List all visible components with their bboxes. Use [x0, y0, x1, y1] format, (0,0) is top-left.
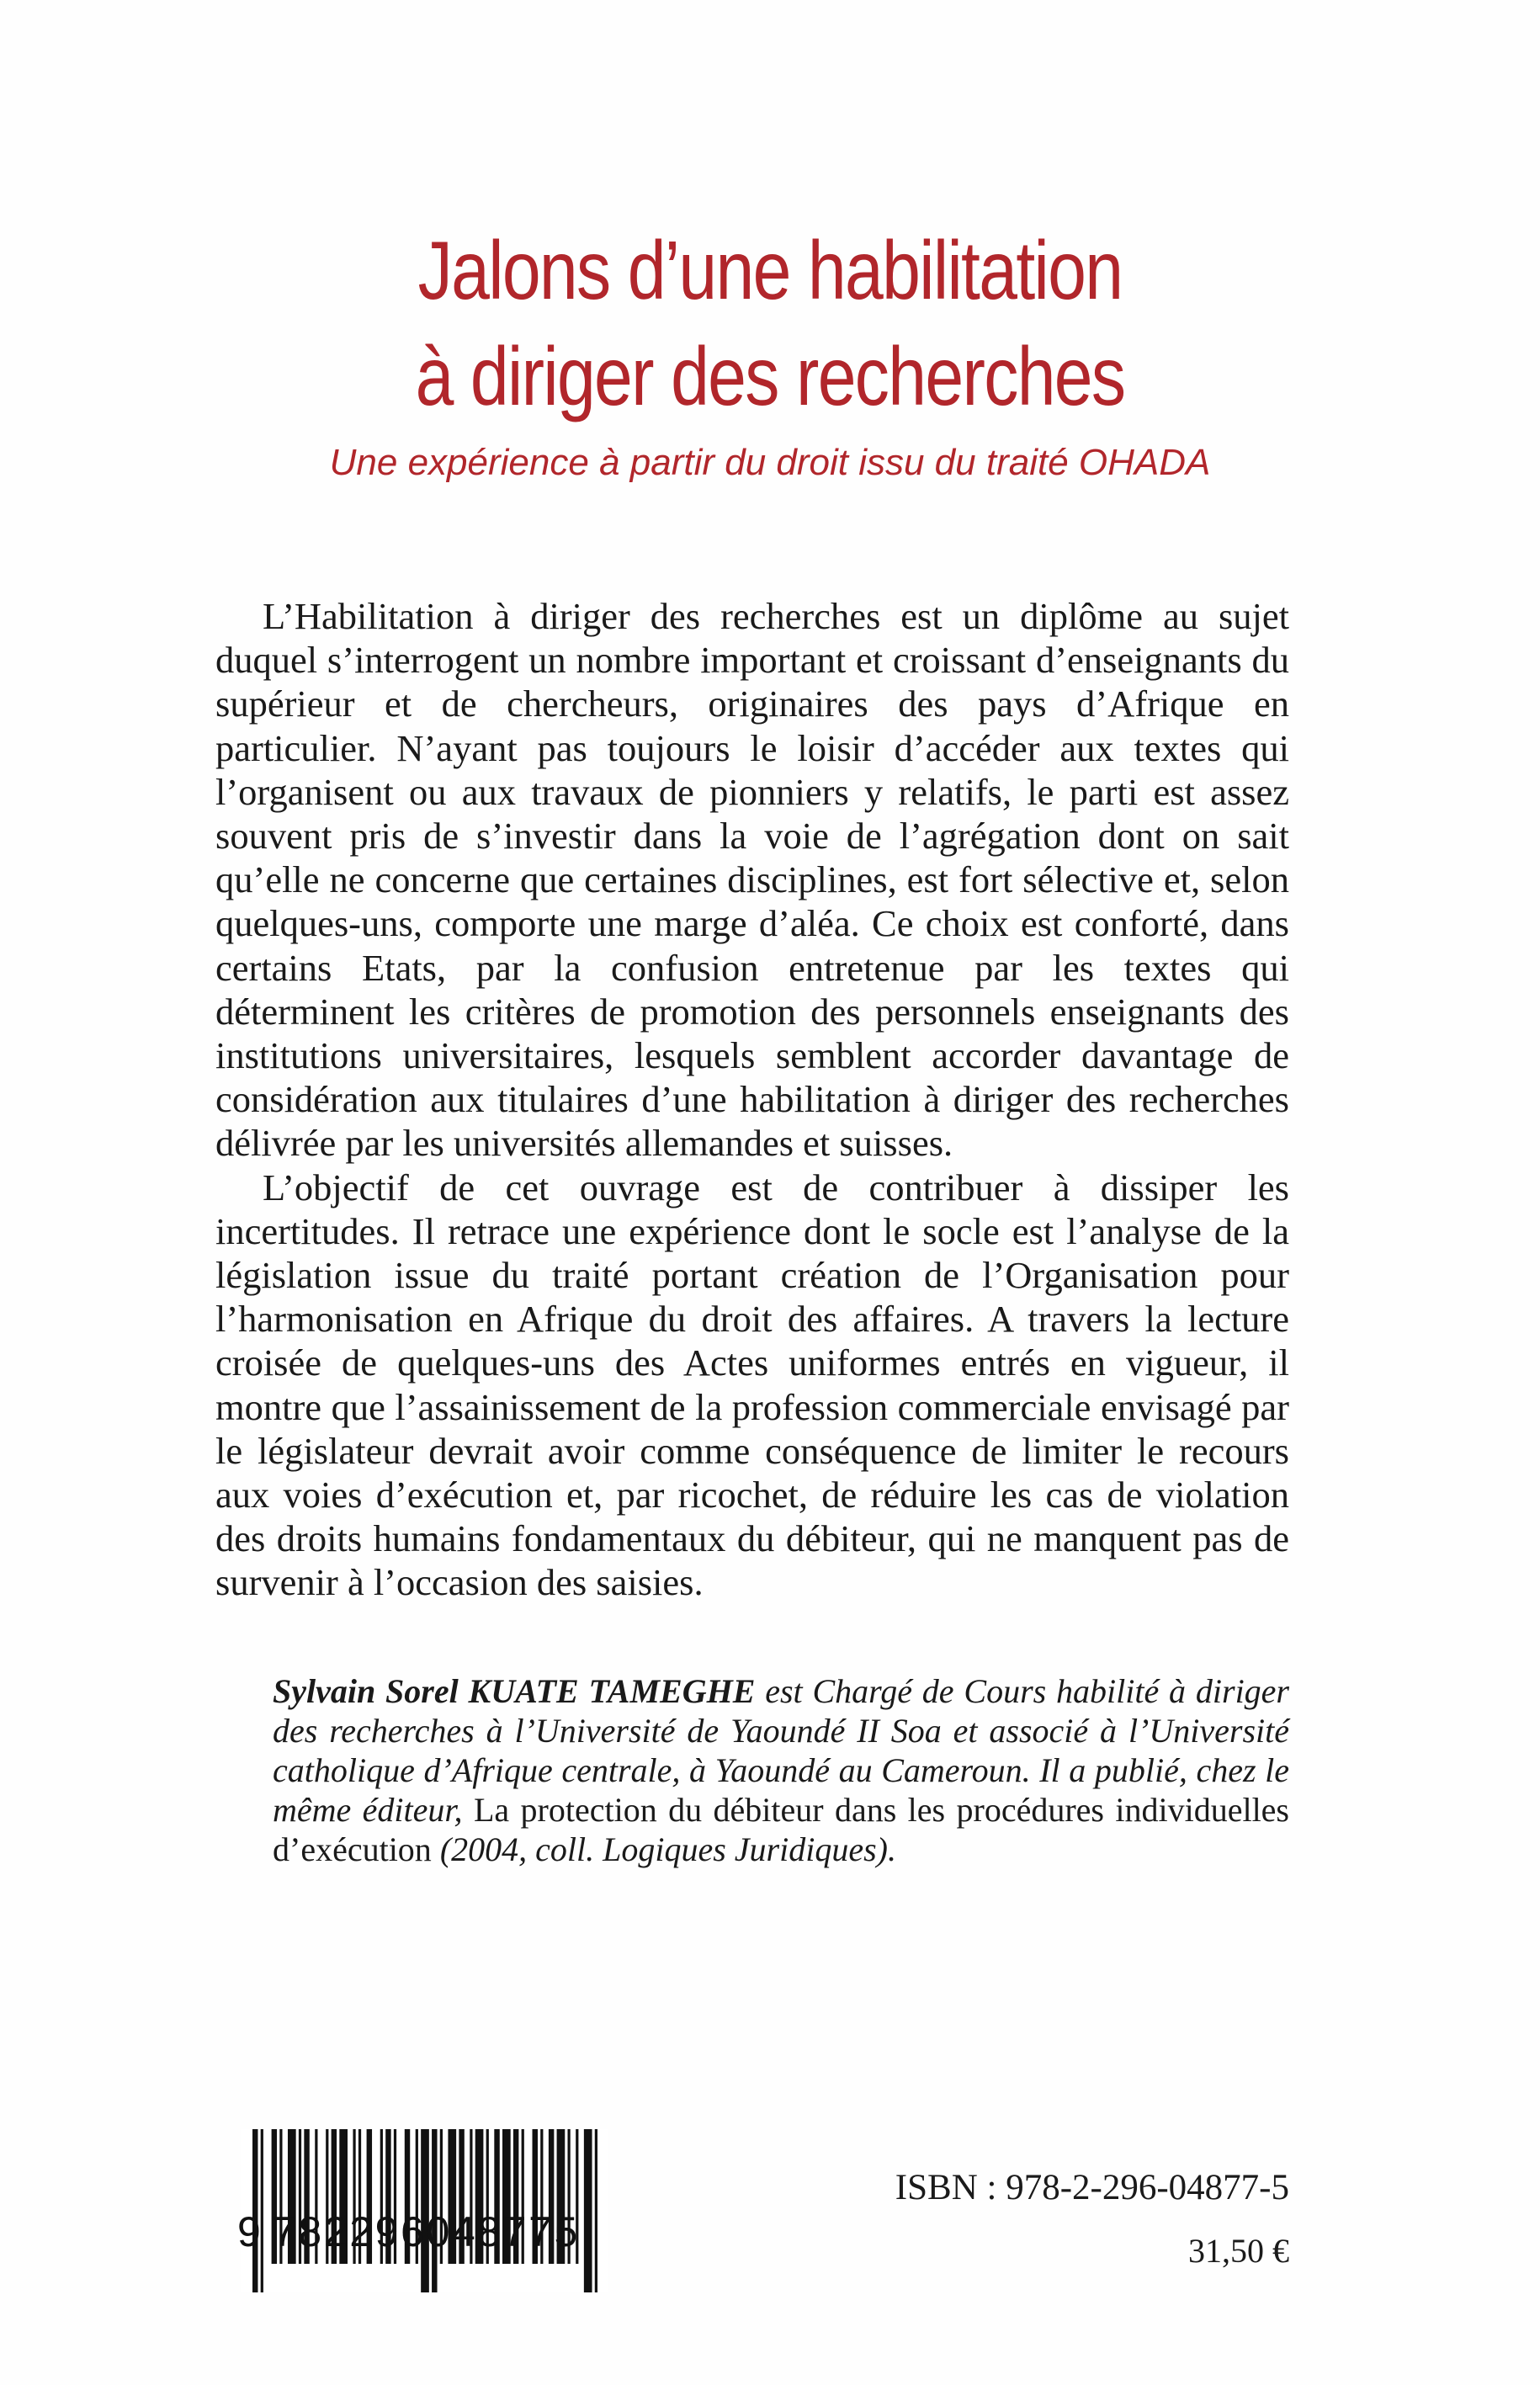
- barcode-lead-digit: 9: [237, 2208, 261, 2255]
- title-line-2: à diriger des recherches: [415, 330, 1125, 422]
- price: 31,50 €: [1188, 2232, 1289, 2270]
- blurb-paragraph-2: L’objectif de cet ouvrage est de contribuer à dissiper les incertitudes. Il retrace une expérience dont le socle est l’analyse de la législation issue du traité portant création de l’Organisation pour l’harmonisation en Afrique du droit des affaires. A travers la lecture croisée de quelques-uns des Actes uniformes entrés en vigueur, il montre que l’assainissement de la profession commerciale envisagé par le législateur devrait avoir comme conséquence de limiter le recours aux voies d’exécution et, par ricochet, de réduire les cas de violation des droits humains fondamentaux du débiteur, qui ne manquent pas de survenir à l’occasion des saisies.: [215, 1166, 1289, 1604]
- book-subtitle: Une expérience à partir du droit issu du traité OHADA: [329, 442, 1211, 483]
- blurb-text: [215, 594, 1289, 1605]
- isbn: ISBN : 978-2-296-04877-5: [895, 2168, 1289, 2207]
- author-bio: [273, 1671, 1289, 1869]
- book-title: [123, 217, 1416, 429]
- title-line-1: Jalons d’une habilitation: [417, 224, 1123, 316]
- barcode-bar: [584, 2129, 592, 2292]
- barcode-bar: [261, 2129, 263, 2292]
- barcode-bar: [595, 2129, 597, 2292]
- author-bio-part-1: est Chargé de Cours habilité à diriger des recherches à l’Université de Yaoundé II Soa et associé à l’Université catholique d’Afrique centrale, à Yaoundé au Cameroun. Il a publié, chez le même éditeur,: [273, 1672, 1289, 1829]
- barcode-digits: 782296048775: [273, 2208, 580, 2255]
- blurb-paragraph-1: L’Habilitation à diriger des recherches est un diplôme au sujet duquel s’interrogent un nombre important et croissant d’enseignants du supérieur et de chercheurs, originaires des pays d’Afrique en particulier. N’ayant pas toujours le loisir d’accéder aux textes qui l’organisent ou aux travaux de pionniers y relatifs, le parti est assez souvent pris de s’investir dans la voie de l’agrégation dont on sait qu’elle ne concerne que certaines disciplines, est fort sélective et, selon quelques-uns, comporte une marge d’aléa. Ce choix est conforté, dans certains Etats, par la confusion entretenue par les textes qui déterminent les critères de promotion des personnels enseignants des institutions universitaires, lesquels semblent accorder davantage de considération aux titulaires d’une habilitation à diriger des recherches délivrée par les universités allemandes et suisses.: [215, 595, 1289, 1165]
- author-bio-part-2: (2004, coll. Logiques Juridiques).: [431, 1830, 896, 1868]
- author-book-title: La protection du débiteur dans les procédures individuelles d’exécution: [273, 1791, 1289, 1868]
- author-name: Sylvain Sorel KUATE TAMEGHE: [273, 1672, 756, 1710]
